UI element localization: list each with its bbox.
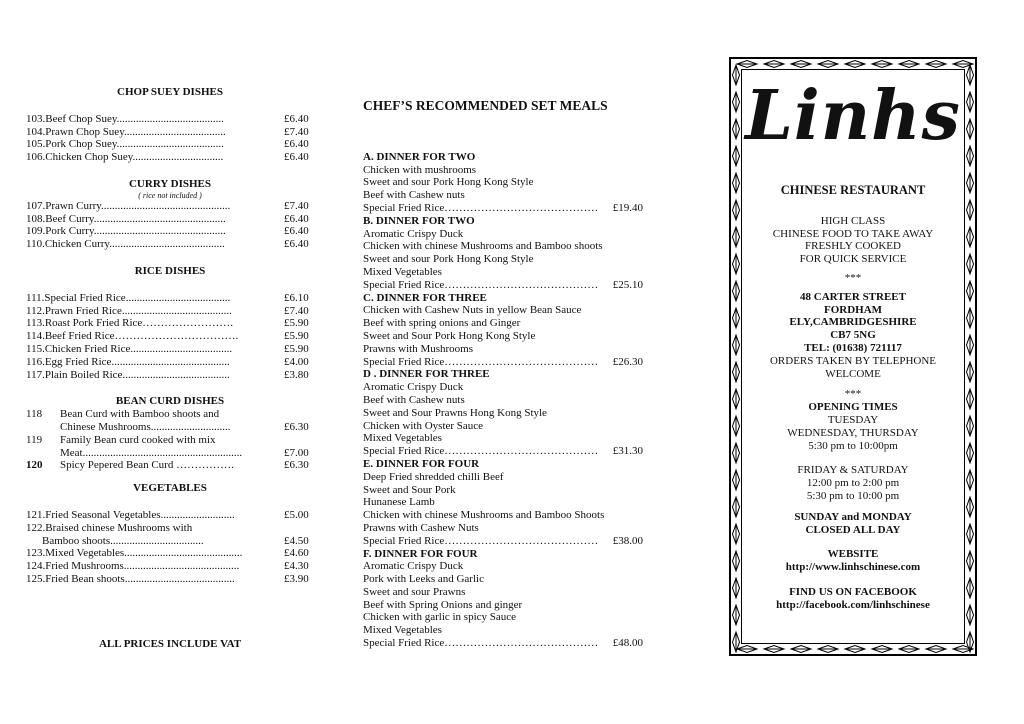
info-panel [743, 70, 963, 612]
menu-item: 109.Pork Curry................................................ £6.40 [26, 225, 314, 238]
opening-days: TUESDAY WEDNESDAY, THURSDAY 5:30 pm to 10:00pm [787, 413, 919, 452]
facebook-link[interactable]: http://facebook.com/linhschinese [776, 598, 930, 611]
set-meal-item: Sweet and Sour Pork Hong Kong Style [363, 329, 536, 342]
price: £3.80 [284, 368, 309, 381]
price: £6.40 [284, 225, 309, 238]
set-meal-item: Aromatic Crispy Duck [363, 381, 464, 394]
menu-item: 121.Fried Seasonal Vegetables........................... £5.00 [26, 509, 314, 522]
vegetables-title: VEGETABLES [133, 482, 207, 495]
price: £6.30 [284, 459, 309, 472]
set-meal-title: E. DINNER FOR FOUR [363, 457, 480, 470]
price: £6.40 [284, 212, 309, 225]
stars-divider: *** [844, 388, 862, 401]
price: £5.00 [284, 508, 309, 521]
menu-item: 106.Chicken Chop Suey................................. £6.40 [26, 151, 314, 164]
bean-curd-title: BEAN CURD DISHES [115, 395, 225, 408]
set-meal-item: Chicken with Cashew Nuts in yellow Bean Sauce [363, 304, 582, 317]
set-meal-item: Aromatic Crispy Duck [363, 560, 464, 573]
closed-days: SUNDAY and MONDAY CLOSED ALL DAY [794, 510, 912, 536]
price: £48.00 [612, 637, 643, 650]
price: £4.50 [284, 534, 309, 547]
price: £3.90 [284, 572, 309, 585]
menu-item: 119 Family Bean curd cooked with mix [26, 433, 216, 446]
price: £6.30 [284, 420, 309, 433]
set-meal-item: Chicken with Oyster Sauce [363, 419, 484, 432]
tagline: HIGH CLASS CHINESE FOOD TO TAKE AWAY FRESHLY COOKED FOR QUICK SERVICE [772, 214, 934, 266]
menu-item: Meat.......................................................... £7.00 [26, 447, 314, 460]
menu-item: 104.Prawn Chop Suey..................................... £7.40 [26, 126, 314, 139]
set-meal-item: Beef with spring onions and Ginger [363, 317, 521, 330]
rice-title: RICE DISHES [134, 264, 206, 277]
price: £5.90 [284, 330, 309, 343]
set-meal-item: Mixed Vegetables [363, 265, 442, 278]
set-meal-total: Special Fried Rice…………………………………… £31.30 [363, 445, 643, 458]
price: £31.30 [612, 445, 643, 458]
menu-item: Bamboo shoots.................................. £4.50 [26, 535, 314, 548]
set-meal-item: Chicken with chinese Mushrooms and Bamboo shoots [363, 240, 603, 253]
price: £4.60 [284, 547, 309, 560]
menu-item: 120 Spicy Pepered Bean Curd ……………. £6.30 [26, 459, 314, 472]
set-meal-item: Prawns with Mushrooms [363, 342, 474, 355]
set-meal-total: Special Fried Rice…………………………………… £48.00 [363, 637, 643, 650]
price: £25.10 [612, 278, 643, 291]
menu-item: 116.Egg Fried Rice........................................... £4.00 [26, 356, 314, 369]
price: £7.40 [284, 304, 309, 317]
set-meal-total: Special Fried Rice…………………………………… £38.00 [363, 534, 643, 547]
menu-item: Chinese Mushrooms............................. £6.30 [26, 421, 314, 434]
set-meal-total: Special Fried Rice…………………………………… £19.40 [363, 201, 643, 214]
set-meal-item: Mixed Vegetables [363, 432, 442, 445]
price: £38.00 [612, 534, 643, 547]
price: £6.10 [284, 291, 309, 304]
price: £5.90 [284, 342, 309, 355]
price: £5.90 [284, 317, 309, 330]
menu-item: 113.Roast Pork Fried Rice……………………. £5.90 [26, 317, 314, 330]
set-meal-item: Beef with Cashew nuts [363, 393, 465, 406]
price: £6.40 [284, 138, 309, 151]
menu-item: 118 Bean Curd with Bamboo shoots and [26, 408, 220, 421]
menu-item: 122.Braised chinese Mushrooms with [26, 522, 314, 535]
website-link[interactable]: http://www.linhschinese.com [785, 561, 921, 574]
set-meal-total: Special Fried Rice…………………………………… £25.10 [363, 278, 643, 291]
menu-item: 112.Prawn Fried Rice........................................ £7.40 [26, 305, 314, 318]
menu-item: 111.Special Fried Rice...................................... £6.10 [26, 292, 314, 305]
set-meal-item: Prawns with Cashew Nuts [363, 521, 479, 534]
website-title: WEBSITE [827, 548, 879, 561]
set-meal-title: C. DINNER FOR THREE [363, 291, 487, 304]
facebook-title: FIND US ON FACEBOOK [789, 585, 917, 598]
set-meals-title: CHEF’S RECOMMENDED SET MEALS [363, 98, 608, 113]
price: £7.40 [284, 125, 309, 138]
set-meal-item: Sweet and sour Prawns [363, 585, 466, 598]
price: £4.00 [284, 355, 309, 368]
price: £6.40 [284, 238, 309, 251]
set-meal-title: B. DINNER FOR TWO [363, 214, 475, 227]
set-meal-item: Sweet and Sour Prawns Hong Kong Style [363, 406, 547, 419]
set-meal-title: A. DINNER FOR TWO [363, 150, 476, 163]
set-meal-item: Chicken with mushrooms [363, 163, 477, 176]
set-meal-item: Beef with Spring Onions and ginger [363, 598, 523, 611]
menu-item: 124.Fried Mushrooms.......................................... £4.30 [26, 560, 314, 573]
set-meal-item: Mixed Vegetables [363, 624, 442, 637]
menu-item: 107.Prawn Curry............................................... £7.40 [26, 200, 314, 213]
set-meal-item: Deep Fried shredded chilli Beef [363, 470, 504, 483]
set-meal-item: Sweet and sour Pork Hong Kong Style [363, 253, 534, 266]
set-meal-item: Beef with Cashew nuts [363, 189, 465, 202]
curry-note: ( rice not included ) [138, 190, 202, 200]
curry-title: CURRY DISHES [128, 177, 212, 190]
stars-divider: *** [844, 271, 862, 284]
price: £26.30 [612, 355, 643, 368]
set-meal-total: Special Fried Rice…………………………………… £26.30 [363, 355, 643, 368]
price: £6.40 [284, 151, 309, 164]
price: £19.40 [612, 201, 643, 214]
orders-note: ORDERS TAKEN BY TELEPHONE WELCOME [769, 354, 937, 380]
menu-item: 123.Mixed Vegetables........................................... £4.60 [26, 547, 314, 560]
price: £6.40 [284, 112, 309, 125]
price: £4.30 [284, 560, 309, 573]
menu-item: 103.Beef Chop Suey....................................... £6.40 [26, 113, 314, 126]
opening-times-title: OPENING TIMES [808, 401, 898, 414]
set-meal-item: Hunanese Lamb [363, 496, 435, 509]
set-meal-item: Sweet and Sour Pork [363, 483, 456, 496]
address: 48 CARTER STREET FORDHAM ELY,CAMBRIDGESHIRE CB7 5NG TEL: (01638) 721117 [789, 290, 917, 354]
menu-item: 125.Fried Bean shoots........................................ £3.90 [26, 573, 314, 586]
restaurant-subtitle: CHINESE RESTAURANT [780, 183, 926, 197]
menu-item: 114.Beef Fried Rice……………………………. £5.90 [26, 330, 314, 343]
menu-item: 115.Chicken Fried Rice..................................... £5.90 [26, 343, 314, 356]
set-meal-item: Sweet and sour Pork Hong Kong Style [363, 176, 534, 189]
weekend-hours: FRIDAY & SATURDAY 12:00 pm to 2:00 pm 5:30 pm to 10:00 pm [797, 464, 909, 502]
set-meal-item: Aromatic Crispy Duck [363, 227, 464, 240]
price: £7.40 [284, 199, 309, 212]
vat-note: ALL PRICES INCLUDE VAT [98, 637, 242, 650]
set-meal-item: Chicken with chinese Mushrooms and Bamboo Shoots [363, 509, 605, 522]
set-meal-title: D . DINNER FOR THREE [363, 368, 490, 381]
menu-item: 117.Plain Boiled Rice....................................... £3.80 [26, 369, 314, 382]
set-meal-item: Pork with Leeks and Garlic [363, 573, 484, 586]
menu-item: 105.Pork Chop Suey....................................... £6.40 [26, 138, 314, 151]
chop-suey-title: CHOP SUEY DISHES [117, 86, 223, 98]
price: £7.00 [284, 446, 309, 459]
menu-item: 108.Beef Curry................................................ £6.40 [26, 213, 314, 226]
set-meal-item: Chicken with garlic in spicy Sauce [363, 611, 517, 624]
menu-item: 110.Chicken Curry.......................................... £6.40 [26, 238, 314, 251]
restaurant-logo: Linhs [745, 76, 961, 156]
set-meal-title: F. DINNER FOR FOUR [363, 547, 478, 560]
